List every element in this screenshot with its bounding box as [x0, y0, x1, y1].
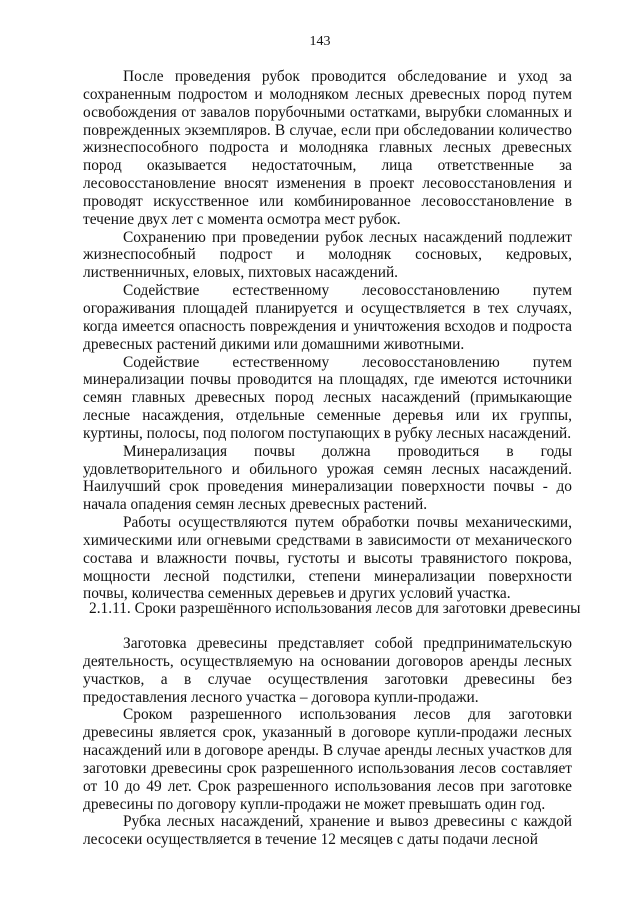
paragraph: Рубка лесных насаждений, хранение и вывоз древесины с каждой лесосеки осуществляется в течение 12 месяцев с даты подачи лесной [83, 813, 572, 849]
body-text [83, 68, 572, 603]
paragraph: Работы осуществляются путем обработки почвы механическими, химическими или огневыми средствами в зависимости от механического состава и влажности почвы, густоты и высоты травянистого покрова, мощности лесной подстилки, степени минерализации поверхности почвы, количества семенных деревьев и других условий участка. [83, 514, 572, 603]
paragraph: После проведения рубок проводится обследование и уход за сохраненным подростом и молодняком лесных древесных пород путем освобождения от завалов порубочными остатками, вырубки сломанных и поврежденных экземпляров. В случае, если при обследовании количество жизнеспособного подроста и молодняка главных лесных древесных пород оказывается недостаточным, лица ответственные за лесовосстановление вносят изменения в проект лесовосстановления и проводят искусственное или комбинированное лесовосстановление в течение двух лет с момента осмотра мест рубок. [83, 68, 572, 228]
paragraph: Минерализация почвы должна проводиться в годы удовлетворительного и обильного урожая семян лесных насаждений. Наилучший срок проведения минерализации поверхности почвы - до начала опадения семян лесных древесных растений. [83, 442, 572, 514]
paragraph: Сохранению при проведении рубок лесных насаждений подлежит жизнеспособный подрост и молодняк сосновых, кедровых, лиственничных, еловых, пихтовых насаждений. [83, 228, 572, 282]
section-body-text [83, 635, 572, 849]
paragraph: Содействие естественному лесовосстановлению путем минерализации почвы проводится на площадях, где имеются источники семян главных древесных пород лесных насаждений (примыкающие лесные насаждения, отдельные семенные деревья или их группы, куртины, полосы, под пологом поступающих в рубку лесных насаждений. [83, 353, 572, 442]
paragraph: Заготовка древесины представляет собой предпринимательскую деятельность, осуществляемую на основании договоров аренды лесных участков, а в случае осуществления заготовки древесины без предоставления лесного участка – договора купли-продажи. [83, 635, 572, 706]
paragraph: Сроком разрешенного использования лесов для заготовки древесины является срок, указанный в договоре купли-продажи лесных насаждений или в договоре аренды. В случае аренды лесных участков для заготовки древесины срок разрешенного использования лесов составляет от 10 до 49 лет. Срок разрешенного использования лесов при заготовке древесины по договору купли-продажи не может превышать один год. [83, 706, 572, 813]
page-number: 143 [309, 34, 331, 49]
section-heading: 2.1.11. Сроки разрешённого использования лесов для заготовки древесины [89, 600, 581, 617]
paragraph: Содействие естественному лесовосстановлению путем огораживания площадей планируется и осуществляется в тех случаях, когда имеется опасность повреждения и уничтожения всходов и подроста древесных растений дикими или домашними животными. [83, 282, 572, 353]
